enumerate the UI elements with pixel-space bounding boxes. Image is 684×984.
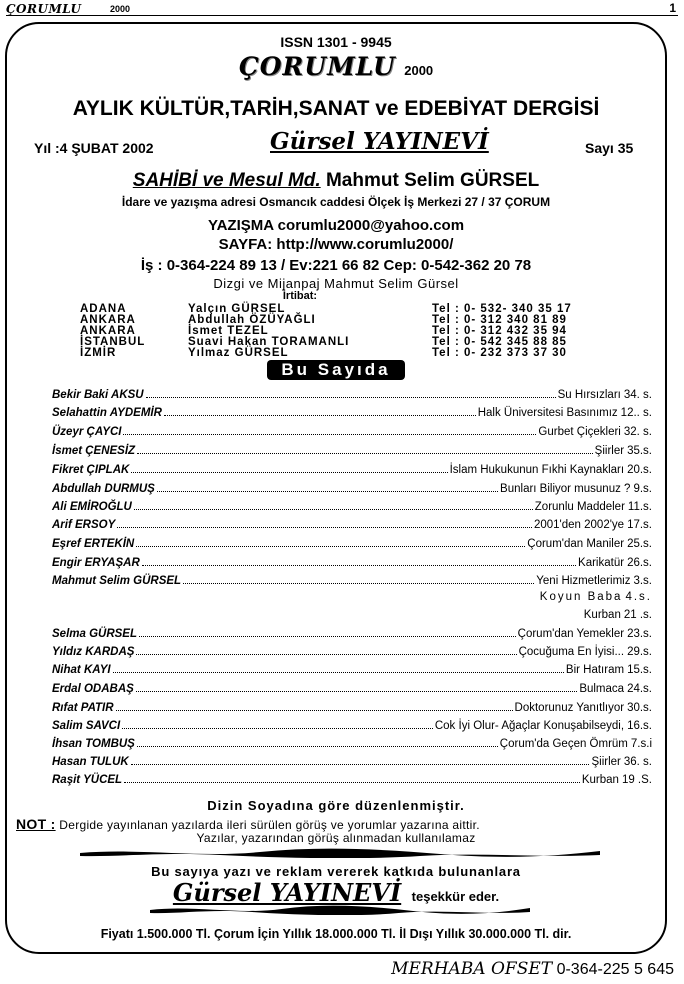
- toc-item: [52, 624, 652, 640]
- toc-title: Şiirler: [591, 756, 621, 768]
- toc-item-continued: [52, 605, 652, 621]
- toc-author: Ali EMİROĞLU: [52, 501, 132, 513]
- toc-title: Çorum'dan Maniler: [527, 538, 625, 550]
- contact-person: Yılmaz GÜRSEL: [188, 347, 289, 359]
- website: SAYFA: http://www.corumlu2000/: [218, 236, 454, 253]
- contact-phone: Tel : 0- 232 373 37 30: [432, 347, 567, 359]
- contact-city: ADANA: [80, 303, 127, 315]
- toc-title: Kurban: [583, 609, 621, 621]
- toc-item: [52, 698, 652, 714]
- toc-title: Zorunlu Maddeler: [534, 501, 625, 513]
- toc-leader: [139, 636, 516, 637]
- running-header: [6, 2, 678, 16]
- toc-title: İslam Hukukunun Fıkhi Kaynakları: [449, 464, 625, 476]
- toc-author: Engir ERYAŞAR: [52, 557, 140, 569]
- toc-title: Su Hırsızları: [557, 389, 621, 401]
- toc-leader: [122, 728, 433, 729]
- price-line: Fiyatı 1.500.000 Tl. Çorum İçin Yıllık 18.000.000 Tl. İl Dışı Yıllık 30.000.000 Tl. dir.: [100, 927, 572, 941]
- toc-leader: [137, 746, 498, 747]
- toc-leader: [137, 453, 593, 454]
- toc-title: Cok İyi Olur- Ağaçlar Konuşabilseydi,: [434, 720, 625, 732]
- toc-page: 26.s.: [627, 557, 652, 569]
- owner-name: Mahmut Selim GÜRSEL: [325, 170, 540, 191]
- toc-page: 21 .s.: [623, 609, 652, 621]
- issn: ISSN 1301 - 9945: [280, 34, 392, 50]
- toc-page: 32. s.: [623, 426, 652, 438]
- toc-page: 17.s.: [627, 519, 652, 531]
- contact-city: ANKARA: [80, 325, 136, 337]
- toc-title: Çocuğuma En İyisi...: [518, 646, 625, 658]
- toc-author: Hasan TULUK: [52, 756, 129, 768]
- logo-year: 2000: [404, 63, 434, 78]
- toc-item: [52, 385, 652, 401]
- toc-item: [52, 460, 652, 476]
- contact-person: Yalçın GÜRSEL: [188, 303, 286, 315]
- note-text: Dergide yayınlanan yazılarda ileri sürülen görüş ve yorumlar yazarına aittir.: [59, 818, 480, 832]
- toc-item: [52, 660, 652, 676]
- toc-page: 29.s.: [627, 646, 652, 658]
- toc-item-continued: [52, 587, 652, 603]
- toc-title: Karikatür: [578, 557, 625, 569]
- toc-leader: [136, 691, 578, 692]
- toc-title: Doktorunuz Yanıtlıyor: [514, 702, 625, 714]
- toc-title: Çorum'dan Yemekler: [517, 628, 625, 640]
- toc-title: 2001'den 2002'ye: [533, 519, 625, 531]
- toc-heading-wrap: [0, 360, 672, 380]
- toc-leader: [117, 527, 532, 528]
- toc-author: Erdal ODABAŞ: [52, 683, 134, 695]
- contact-city: İSTANBUL: [80, 336, 146, 348]
- toc-author: Selahattin AYDEMİR: [52, 407, 162, 419]
- page-number: 1: [669, 1, 676, 15]
- toc-page: 11.s.: [627, 501, 652, 513]
- issue-number: Sayı 35: [585, 140, 634, 156]
- thanks-logo-line: [0, 878, 672, 908]
- note-line-2: Yazılar, yazarından görüş alınmadan kullanılamaz: [196, 831, 476, 845]
- toc-item: [52, 422, 652, 438]
- toc-author: Rıfat PATIR: [52, 702, 114, 714]
- publisher-logo: Gürsel YAYINEVİ: [270, 128, 489, 155]
- address: İdare ve yazışma adresi Osmancık caddesi Ölçek İş Merkezi 27 / 37 ÇORUM: [121, 195, 551, 209]
- layout-credit: Dizgi ve Mijanpaj Mahmut Selim Gürsel: [213, 276, 459, 291]
- phones: İş : 0-364-224 89 13 / Ev:221 66 82 Cep: 0-542-362 20 78: [140, 257, 532, 274]
- toc-page: 7.s.i: [630, 738, 652, 750]
- toc-page: 12.. s.: [620, 407, 652, 419]
- toc-item: [52, 515, 652, 531]
- toc-page: 9.s.: [633, 483, 652, 495]
- toc-item: [52, 441, 652, 457]
- toc-author: İhsan TOMBUŞ: [52, 738, 135, 750]
- toc-heading: Bu Sayıda: [267, 360, 404, 380]
- toc-leader: [146, 397, 556, 398]
- toc-leader: [142, 565, 576, 566]
- toc-item: [52, 770, 652, 786]
- toc-title: Bir Hatıram: [565, 664, 625, 676]
- decorative-banner: [80, 848, 600, 858]
- toc-title: Bunları Biliyor musunuz ?: [500, 483, 631, 495]
- toc-page: 3.s.: [633, 575, 652, 587]
- toc-author: Nihat KAYI: [52, 664, 111, 676]
- toc-leader: [116, 710, 513, 711]
- toc-page: 23.s.: [627, 628, 652, 640]
- toc-author: Mahmut Selim GÜRSEL: [52, 575, 182, 587]
- contact-row: [80, 347, 640, 359]
- toc-item: [52, 497, 652, 513]
- toc-title: Halk Üniversitesi Basınımız: [477, 407, 618, 419]
- masthead-logo: [0, 52, 672, 86]
- thanks-line: Bu sayıya yazı ve reklam vererek katkıda bulunanlara: [151, 864, 521, 879]
- contact-phone: Tel : 0- 312 432 35 94: [432, 325, 567, 337]
- toc-author: Üzeyr ÇAYCI: [52, 426, 122, 438]
- toc-item: [52, 734, 652, 750]
- toc-page: 16.s.: [627, 720, 652, 732]
- toc-leader: [131, 472, 447, 473]
- toc-item: [52, 403, 652, 419]
- contact-person: İsmet TEZEL: [188, 325, 269, 337]
- toc-item: [52, 679, 652, 695]
- logo-text: ÇORUMLU: [238, 52, 396, 81]
- toc-title: Yeni Hizmetlerimiz: [536, 575, 631, 587]
- note-label: NOT :: [16, 816, 56, 832]
- toc-title: Şiirler: [594, 445, 625, 457]
- toc-author: Raşit YÜCEL: [52, 774, 123, 786]
- toc-leader: [164, 415, 476, 416]
- printer-line: [391, 959, 674, 979]
- owner-line: [0, 170, 672, 192]
- year-date: Yıl :4 ŞUBAT 2002: [34, 140, 154, 156]
- toc-title: Gurbet Çiçekleri: [538, 426, 621, 438]
- toc-leader: [157, 491, 498, 492]
- toc-page: 25.s.: [627, 538, 652, 550]
- contact-person: Abdullah ÖZÜYAĞLI: [188, 314, 316, 326]
- toc-item: [52, 534, 652, 550]
- toc-author: Abdullah DURMUŞ: [52, 483, 155, 495]
- toc-title: Kurban: [581, 774, 619, 786]
- printer-phone: 0-364-225 5 645: [556, 961, 674, 978]
- email: YAZIŞMA corumlu2000@yahoo.com: [207, 217, 465, 234]
- toc-leader: [123, 434, 536, 435]
- toc-author: Selma GÜRSEL: [52, 628, 137, 640]
- toc-title: Koyun Baba: [539, 591, 623, 603]
- toc-page: 15.s.: [627, 664, 652, 676]
- toc-author: İsmet ÇENESİZ: [52, 445, 136, 457]
- toc-author: Arif ERSOY: [52, 519, 116, 531]
- toc-author: Fikret ÇIPLAK: [52, 464, 130, 476]
- running-header-year: 2000: [110, 4, 131, 14]
- toc-page: 35.s.: [627, 445, 652, 457]
- toc-leader: [136, 654, 516, 655]
- toc-leader: [136, 546, 525, 547]
- running-header-brand: ÇORUMLU: [6, 2, 82, 16]
- contact-phone: Tel : 0- 542 345 88 85: [432, 336, 567, 348]
- contact-city: İZMİR: [80, 347, 117, 359]
- toc-leader: [113, 672, 564, 673]
- toc-item: [52, 752, 652, 768]
- footer-publisher-logo: Gürsel YAYINEVİ: [172, 878, 402, 907]
- toc-item: [52, 571, 652, 587]
- sort-note: Dizin Soyadına göre düzenlenmiştir.: [207, 798, 465, 813]
- toc-author: Yıldız KARDAŞ: [52, 646, 135, 658]
- contact-phone: Tel : 0- 532- 340 35 17: [432, 303, 572, 315]
- toc-item: [52, 642, 652, 658]
- owner-label: SAHİBİ ve Mesul Md.: [132, 170, 321, 191]
- toc-leader: [183, 583, 534, 584]
- note-line: [16, 816, 480, 832]
- toc-page: 20.s.: [627, 464, 652, 476]
- printer-name: MERHABA OFSET: [391, 959, 553, 979]
- toc-page: 4.s.: [625, 591, 652, 603]
- contact-label: İrtibat:: [282, 290, 318, 302]
- toc-item: [52, 716, 652, 732]
- contact-city: ANKARA: [80, 314, 136, 326]
- toc-leader: [124, 782, 580, 783]
- toc-page: 19 .S.: [621, 774, 652, 786]
- decorative-banner: [150, 905, 530, 915]
- toc-title: Bulmaca: [579, 683, 625, 695]
- magazine-subtitle: AYLIK KÜLTÜR,TARİH,SANAT ve EDEBİYAT DERGİSİ: [72, 97, 600, 120]
- toc-item: [52, 479, 652, 495]
- toc-author: Eşref ERTEKİN: [52, 538, 135, 550]
- toc-page: 34. s.: [623, 389, 652, 401]
- toc-author: Salim SAVCI: [52, 720, 121, 732]
- toc-page: 30.s.: [627, 702, 652, 714]
- toc-page: 36. s.: [623, 756, 652, 768]
- toc-item: [52, 553, 652, 569]
- contact-phone: Tel : 0- 312 340 81 89: [432, 314, 567, 326]
- toc-author: Bekir Baki AKSU: [52, 389, 144, 401]
- contact-person: Suavi Hakan TORAMANLI: [188, 336, 350, 348]
- toc-leader: [131, 764, 590, 765]
- toc-title: Çorum'da Geçen Ömrüm: [499, 738, 628, 750]
- thanks-end: teşekkür eder.: [411, 889, 500, 904]
- toc-leader: [134, 509, 533, 510]
- toc-page: 24.s.: [627, 683, 652, 695]
